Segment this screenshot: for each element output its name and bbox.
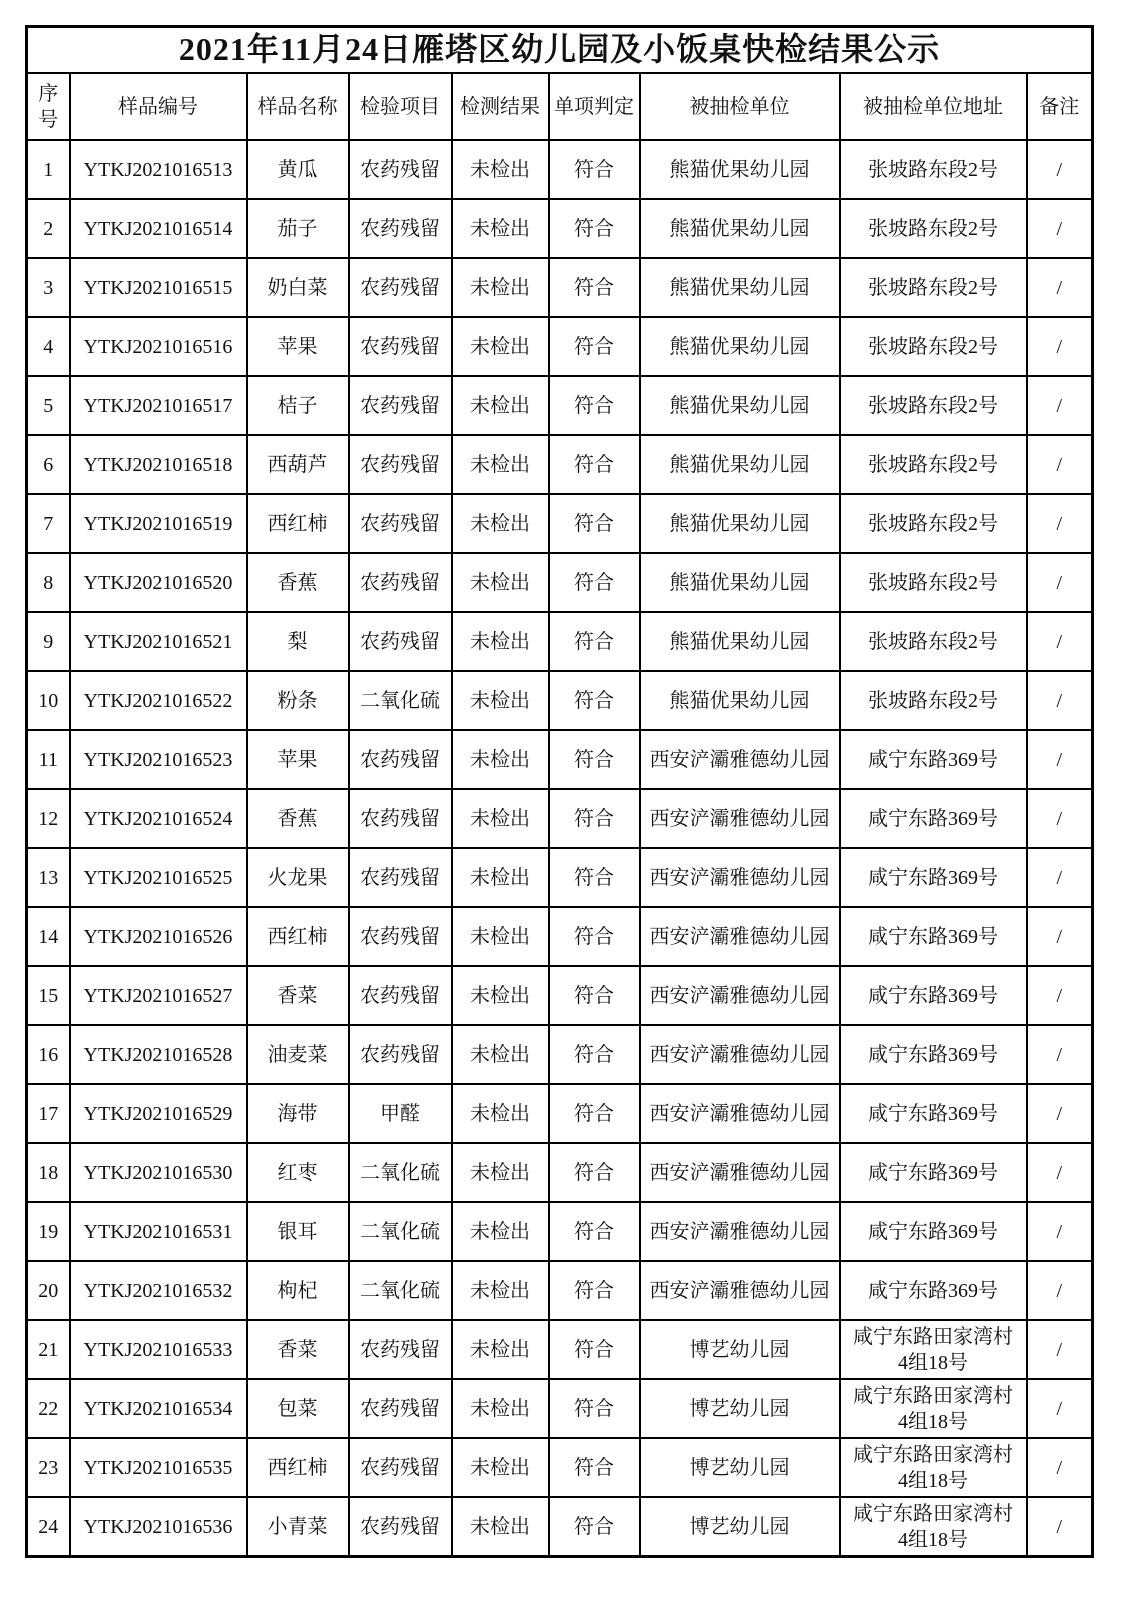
header-sample-id: 样品编号 — [70, 73, 247, 140]
cell-test-item: 农药残留 — [349, 317, 452, 376]
cell-unit-address: 张坡路东段2号 — [840, 671, 1027, 730]
cell-test-item: 农药残留 — [349, 730, 452, 789]
cell-sample-name: 油麦菜 — [247, 1025, 349, 1084]
cell-sample-id: YTKJ2021016524 — [70, 789, 247, 848]
cell-seq: 10 — [27, 671, 70, 730]
header-test-result: 检测结果 — [452, 73, 549, 140]
cell-remark: / — [1027, 1025, 1093, 1084]
header-remark: 备注 — [1027, 73, 1093, 140]
cell-unit-address: 张坡路东段2号 — [840, 376, 1027, 435]
cell-remark: / — [1027, 258, 1093, 317]
cell-seq: 15 — [27, 966, 70, 1025]
cell-remark: / — [1027, 612, 1093, 671]
cell-sample-name: 梨 — [247, 612, 349, 671]
cell-sample-id: YTKJ2021016535 — [70, 1438, 247, 1497]
cell-unit: 熊猫优果幼儿园 — [640, 435, 840, 494]
header-unit-address: 被抽检单位地址 — [840, 73, 1027, 140]
cell-judgement: 符合 — [549, 1261, 640, 1320]
cell-unit: 熊猫优果幼儿园 — [640, 140, 840, 199]
cell-unit: 熊猫优果幼儿园 — [640, 671, 840, 730]
cell-test-result: 未检出 — [452, 494, 549, 553]
cell-test-item: 二氧化硫 — [349, 1261, 452, 1320]
cell-sample-id: YTKJ2021016527 — [70, 966, 247, 1025]
cell-seq: 11 — [27, 730, 70, 789]
cell-remark: / — [1027, 1084, 1093, 1143]
cell-unit-address: 张坡路东段2号 — [840, 612, 1027, 671]
cell-sample-name: 香菜 — [247, 966, 349, 1025]
table-row — [27, 1379, 1093, 1438]
cell-judgement: 符合 — [549, 199, 640, 258]
cell-seq: 19 — [27, 1202, 70, 1261]
cell-seq: 12 — [27, 789, 70, 848]
cell-sample-id: YTKJ2021016518 — [70, 435, 247, 494]
cell-sample-id: YTKJ2021016515 — [70, 258, 247, 317]
table-row — [27, 199, 1093, 258]
table-row — [27, 1202, 1093, 1261]
cell-remark: / — [1027, 1497, 1093, 1557]
cell-unit: 西安浐灞雅德幼儿园 — [640, 730, 840, 789]
cell-test-result: 未检出 — [452, 1438, 549, 1497]
cell-judgement: 符合 — [549, 1320, 640, 1379]
table-row — [27, 317, 1093, 376]
cell-test-result: 未检出 — [452, 140, 549, 199]
cell-sample-name: 西红柿 — [247, 1438, 349, 1497]
table-row — [27, 966, 1093, 1025]
cell-test-result: 未检出 — [452, 907, 549, 966]
table-row — [27, 730, 1093, 789]
cell-test-item: 甲醛 — [349, 1084, 452, 1143]
cell-test-result: 未检出 — [452, 1084, 549, 1143]
cell-sample-name: 红枣 — [247, 1143, 349, 1202]
cell-unit-address: 咸宁东路369号 — [840, 789, 1027, 848]
cell-unit: 熊猫优果幼儿园 — [640, 376, 840, 435]
cell-test-result: 未检出 — [452, 1497, 549, 1557]
cell-judgement: 符合 — [549, 966, 640, 1025]
cell-unit-address: 咸宁东路369号 — [840, 966, 1027, 1025]
cell-test-item: 农药残留 — [349, 258, 452, 317]
cell-judgement: 符合 — [549, 1202, 640, 1261]
cell-remark: / — [1027, 1320, 1093, 1379]
table-row — [27, 494, 1093, 553]
cell-unit: 博艺幼儿园 — [640, 1320, 840, 1379]
cell-unit-address: 张坡路东段2号 — [840, 553, 1027, 612]
cell-unit-address: 咸宁东路369号 — [840, 1261, 1027, 1320]
cell-sample-id: YTKJ2021016521 — [70, 612, 247, 671]
table-body — [27, 140, 1093, 1557]
cell-sample-id: YTKJ2021016528 — [70, 1025, 247, 1084]
cell-sample-name: 黄瓜 — [247, 140, 349, 199]
table-row — [27, 1261, 1093, 1320]
table-row — [27, 140, 1093, 199]
cell-seq: 21 — [27, 1320, 70, 1379]
cell-unit: 西安浐灞雅德幼儿园 — [640, 1202, 840, 1261]
cell-unit-address: 咸宁东路田家湾村4组18号 — [840, 1497, 1027, 1557]
cell-sample-id: YTKJ2021016534 — [70, 1379, 247, 1438]
cell-judgement: 符合 — [549, 612, 640, 671]
cell-test-item: 农药残留 — [349, 966, 452, 1025]
cell-judgement: 符合 — [549, 671, 640, 730]
cell-unit: 西安浐灞雅德幼儿园 — [640, 907, 840, 966]
cell-test-result: 未检出 — [452, 1320, 549, 1379]
table-row — [27, 258, 1093, 317]
cell-remark: / — [1027, 140, 1093, 199]
cell-sample-name: 香蕉 — [247, 789, 349, 848]
table-row — [27, 1320, 1093, 1379]
cell-sample-id: YTKJ2021016525 — [70, 848, 247, 907]
cell-test-result: 未检出 — [452, 1025, 549, 1084]
cell-seq: 13 — [27, 848, 70, 907]
cell-seq: 22 — [27, 1379, 70, 1438]
table-row — [27, 1497, 1093, 1557]
cell-seq: 6 — [27, 435, 70, 494]
cell-sample-name: 小青菜 — [247, 1497, 349, 1557]
cell-unit-address: 咸宁东路田家湾村4组18号 — [840, 1438, 1027, 1497]
cell-test-item: 农药残留 — [349, 1497, 452, 1557]
table-row — [27, 376, 1093, 435]
cell-seq: 2 — [27, 199, 70, 258]
cell-test-result: 未检出 — [452, 553, 549, 612]
cell-judgement: 符合 — [549, 435, 640, 494]
cell-test-result: 未检出 — [452, 376, 549, 435]
cell-remark: / — [1027, 907, 1093, 966]
cell-judgement: 符合 — [549, 789, 640, 848]
cell-remark: / — [1027, 848, 1093, 907]
table-row — [27, 789, 1093, 848]
cell-remark: / — [1027, 1379, 1093, 1438]
cell-unit-address: 张坡路东段2号 — [840, 140, 1027, 199]
header-sample-name: 样品名称 — [247, 73, 349, 140]
cell-remark: / — [1027, 1261, 1093, 1320]
cell-test-result: 未检出 — [452, 671, 549, 730]
cell-unit: 西安浐灞雅德幼儿园 — [640, 1025, 840, 1084]
cell-test-item: 农药残留 — [349, 1379, 452, 1438]
cell-seq: 24 — [27, 1497, 70, 1557]
cell-unit-address: 咸宁东路369号 — [840, 1143, 1027, 1202]
cell-unit-address: 张坡路东段2号 — [840, 435, 1027, 494]
cell-seq: 7 — [27, 494, 70, 553]
cell-unit-address: 咸宁东路田家湾村4组18号 — [840, 1379, 1027, 1438]
cell-unit-address: 咸宁东路369号 — [840, 1084, 1027, 1143]
table-header-row — [27, 73, 1093, 140]
cell-remark: / — [1027, 376, 1093, 435]
cell-sample-name: 桔子 — [247, 376, 349, 435]
table-row — [27, 671, 1093, 730]
cell-sample-id: YTKJ2021016526 — [70, 907, 247, 966]
cell-remark: / — [1027, 1438, 1093, 1497]
cell-sample-id: YTKJ2021016516 — [70, 317, 247, 376]
cell-test-item: 农药残留 — [349, 1025, 452, 1084]
inspection-results-table — [25, 25, 1094, 1558]
header-test-item: 检验项目 — [349, 73, 452, 140]
cell-test-result: 未检出 — [452, 789, 549, 848]
cell-judgement: 符合 — [549, 730, 640, 789]
cell-judgement: 符合 — [549, 1497, 640, 1557]
cell-test-result: 未检出 — [452, 1202, 549, 1261]
cell-seq: 14 — [27, 907, 70, 966]
cell-unit: 熊猫优果幼儿园 — [640, 553, 840, 612]
cell-sample-id: YTKJ2021016514 — [70, 199, 247, 258]
cell-test-item: 二氧化硫 — [349, 1143, 452, 1202]
cell-test-item: 农药残留 — [349, 435, 452, 494]
cell-sample-name: 茄子 — [247, 199, 349, 258]
cell-test-item: 农药残留 — [349, 848, 452, 907]
cell-judgement: 符合 — [549, 317, 640, 376]
cell-judgement: 符合 — [549, 140, 640, 199]
cell-test-item: 农药残留 — [349, 907, 452, 966]
cell-remark: / — [1027, 435, 1093, 494]
cell-judgement: 符合 — [549, 848, 640, 907]
table-title-row — [27, 27, 1093, 74]
cell-test-item: 农药残留 — [349, 789, 452, 848]
cell-test-result: 未检出 — [452, 848, 549, 907]
cell-sample-name: 西红柿 — [247, 494, 349, 553]
cell-judgement: 符合 — [549, 1025, 640, 1084]
cell-test-result: 未检出 — [452, 730, 549, 789]
cell-test-item: 二氧化硫 — [349, 1202, 452, 1261]
cell-test-result: 未检出 — [452, 199, 549, 258]
cell-test-item: 农药残留 — [349, 199, 452, 258]
cell-test-result: 未检出 — [452, 966, 549, 1025]
cell-sample-id: YTKJ2021016532 — [70, 1261, 247, 1320]
cell-unit: 熊猫优果幼儿园 — [640, 612, 840, 671]
cell-judgement: 符合 — [549, 1143, 640, 1202]
cell-remark: / — [1027, 494, 1093, 553]
cell-test-item: 农药残留 — [349, 494, 452, 553]
cell-remark: / — [1027, 1202, 1093, 1261]
cell-sample-name: 西葫芦 — [247, 435, 349, 494]
cell-test-result: 未检出 — [452, 317, 549, 376]
cell-test-result: 未检出 — [452, 612, 549, 671]
cell-sample-id: YTKJ2021016517 — [70, 376, 247, 435]
cell-test-item: 农药残留 — [349, 140, 452, 199]
cell-sample-id: YTKJ2021016523 — [70, 730, 247, 789]
cell-judgement: 符合 — [549, 376, 640, 435]
cell-test-item: 农药残留 — [349, 553, 452, 612]
cell-sample-name: 奶白菜 — [247, 258, 349, 317]
cell-seq: 3 — [27, 258, 70, 317]
cell-unit-address: 咸宁东路369号 — [840, 907, 1027, 966]
cell-judgement: 符合 — [549, 1084, 640, 1143]
cell-test-result: 未检出 — [452, 1143, 549, 1202]
cell-judgement: 符合 — [549, 258, 640, 317]
cell-unit: 博艺幼儿园 — [640, 1379, 840, 1438]
table-row — [27, 435, 1093, 494]
cell-unit-address: 张坡路东段2号 — [840, 494, 1027, 553]
cell-sample-name: 银耳 — [247, 1202, 349, 1261]
table-row — [27, 1438, 1093, 1497]
table-row — [27, 1084, 1093, 1143]
cell-seq: 17 — [27, 1084, 70, 1143]
table-row — [27, 612, 1093, 671]
table-row — [27, 848, 1093, 907]
cell-unit-address: 咸宁东路369号 — [840, 848, 1027, 907]
cell-unit-address: 咸宁东路田家湾村4组18号 — [840, 1320, 1027, 1379]
cell-sample-id: YTKJ2021016522 — [70, 671, 247, 730]
cell-unit-address: 咸宁东路369号 — [840, 1202, 1027, 1261]
cell-seq: 5 — [27, 376, 70, 435]
cell-judgement: 符合 — [549, 494, 640, 553]
cell-seq: 20 — [27, 1261, 70, 1320]
cell-unit: 西安浐灞雅德幼儿园 — [640, 848, 840, 907]
cell-test-item: 农药残留 — [349, 612, 452, 671]
cell-unit: 西安浐灞雅德幼儿园 — [640, 1261, 840, 1320]
cell-sample-id: YTKJ2021016519 — [70, 494, 247, 553]
cell-test-result: 未检出 — [452, 435, 549, 494]
cell-unit: 熊猫优果幼儿园 — [640, 258, 840, 317]
cell-seq: 16 — [27, 1025, 70, 1084]
cell-seq: 18 — [27, 1143, 70, 1202]
cell-judgement: 符合 — [549, 553, 640, 612]
cell-seq: 8 — [27, 553, 70, 612]
cell-unit: 博艺幼儿园 — [640, 1497, 840, 1557]
cell-sample-name: 苹果 — [247, 730, 349, 789]
cell-judgement: 符合 — [549, 1379, 640, 1438]
cell-seq: 1 — [27, 140, 70, 199]
table-row — [27, 907, 1093, 966]
cell-sample-name: 枸杞 — [247, 1261, 349, 1320]
cell-test-item: 农药残留 — [349, 1438, 452, 1497]
cell-remark: / — [1027, 199, 1093, 258]
cell-sample-name: 粉条 — [247, 671, 349, 730]
page-title: 2021年11月24日雁塔区幼儿园及小饭桌快检结果公示 — [27, 27, 1093, 74]
header-judgement: 单项判定 — [549, 73, 640, 140]
table-row — [27, 553, 1093, 612]
cell-sample-id: YTKJ2021016536 — [70, 1497, 247, 1557]
cell-sample-id: YTKJ2021016533 — [70, 1320, 247, 1379]
cell-unit: 博艺幼儿园 — [640, 1438, 840, 1497]
cell-test-item: 农药残留 — [349, 376, 452, 435]
table-row — [27, 1143, 1093, 1202]
cell-unit-address: 咸宁东路369号 — [840, 1025, 1027, 1084]
cell-sample-id: YTKJ2021016520 — [70, 553, 247, 612]
cell-test-result: 未检出 — [452, 258, 549, 317]
cell-sample-name: 海带 — [247, 1084, 349, 1143]
cell-remark: / — [1027, 966, 1093, 1025]
cell-test-item: 二氧化硫 — [349, 671, 452, 730]
cell-seq: 4 — [27, 317, 70, 376]
cell-unit: 西安浐灞雅德幼儿园 — [640, 966, 840, 1025]
cell-sample-id: YTKJ2021016530 — [70, 1143, 247, 1202]
cell-sample-name: 西红柿 — [247, 907, 349, 966]
cell-remark: / — [1027, 317, 1093, 376]
cell-sample-id: YTKJ2021016513 — [70, 140, 247, 199]
cell-sample-name: 火龙果 — [247, 848, 349, 907]
cell-remark: / — [1027, 553, 1093, 612]
cell-sample-name: 香菜 — [247, 1320, 349, 1379]
table-row — [27, 1025, 1093, 1084]
cell-remark: / — [1027, 730, 1093, 789]
cell-judgement: 符合 — [549, 907, 640, 966]
cell-remark: / — [1027, 1143, 1093, 1202]
cell-unit: 西安浐灞雅德幼儿园 — [640, 1084, 840, 1143]
cell-unit-address: 张坡路东段2号 — [840, 199, 1027, 258]
cell-seq: 23 — [27, 1438, 70, 1497]
cell-unit-address: 张坡路东段2号 — [840, 317, 1027, 376]
cell-sample-name: 香蕉 — [247, 553, 349, 612]
cell-sample-name: 包菜 — [247, 1379, 349, 1438]
cell-unit-address: 张坡路东段2号 — [840, 258, 1027, 317]
cell-test-result: 未检出 — [452, 1379, 549, 1438]
cell-judgement: 符合 — [549, 1438, 640, 1497]
cell-remark: / — [1027, 671, 1093, 730]
cell-sample-name: 苹果 — [247, 317, 349, 376]
header-seq: 序号 — [27, 73, 70, 140]
cell-sample-id: YTKJ2021016529 — [70, 1084, 247, 1143]
cell-seq: 9 — [27, 612, 70, 671]
cell-unit: 西安浐灞雅德幼儿园 — [640, 789, 840, 848]
cell-unit-address: 咸宁东路369号 — [840, 730, 1027, 789]
cell-unit: 熊猫优果幼儿园 — [640, 199, 840, 258]
cell-remark: / — [1027, 789, 1093, 848]
header-unit: 被抽检单位 — [640, 73, 840, 140]
cell-test-item: 农药残留 — [349, 1320, 452, 1379]
cell-unit: 西安浐灞雅德幼儿园 — [640, 1143, 840, 1202]
cell-unit: 熊猫优果幼儿园 — [640, 317, 840, 376]
cell-unit: 熊猫优果幼儿园 — [640, 494, 840, 553]
cell-sample-id: YTKJ2021016531 — [70, 1202, 247, 1261]
cell-test-result: 未检出 — [452, 1261, 549, 1320]
